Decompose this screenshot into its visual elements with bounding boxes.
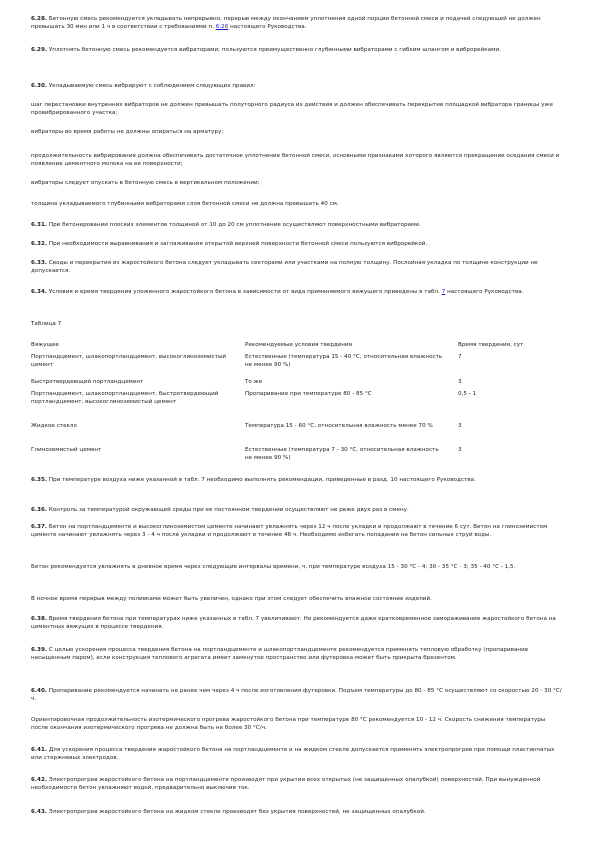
- list-item: толщина укладываемого глубинными вибраторами слоя бетонной смеси не должна превышать 40 см.: [31, 201, 339, 207]
- list-item: вибраторы следует опускать в бетонную смесь в вертикальном положении;: [31, 180, 260, 186]
- paragraph-6-34: 6.34. Условия и время твердения уложенного жаростойкого бетона в зависимости от вида применяемого вяжущего приведены в табл. 7 настоящего Руководства.: [31, 289, 524, 295]
- paragraph-6-37: 6.37. Бетон на портландцементе и высокоглиноземистом цементе начинают увлажнять через 12 ч после укладки и продолжают в течение 6 сут. Бетон на глиноземистом цементе начинают увлажнять через 3 - 4 ч после укладки и продолжают в течение 48 ч. Необходимо избегать попадания на бетон сильных струй воды.: [31, 524, 548, 539]
- clause-number: 6.43.: [31, 809, 48, 815]
- table-header-cell: Вяжущее: [31, 342, 59, 348]
- table-cell: Быстротвердеющий портландцемент: [31, 379, 144, 385]
- paragraph-6-29: 6.29. Уплотнять бетонную смесь рекомендуется вибраторами; пользуются преимущественно глубинными вибраторами с гибким шлангом и виброрейками.: [31, 47, 501, 53]
- paragraph-text: В ночное время перерыв между поливками может быть увеличен, однако при этом следует обеспечить влажное состояние изделий.: [31, 596, 432, 602]
- table-cell: Естественные (температура 7 - 30 °С, относительная влажность не менее 90 %): [245, 447, 439, 462]
- paragraph-6-38: 6.38. Время твердения бетона при температурах ниже указанных в табл. 7 увеличивают. Не рекомендуется даже кратковременное замораживание жаростойкого бетона на цементных вяжущих в процессе твердения.: [31, 616, 556, 631]
- table-caption: Таблица 7: [31, 321, 62, 327]
- paragraph-text: Ориентировочная продолжительность изотермического прогрева жаростойкого бетона при температуре 80 °С рекомендуется 10 - 12 ч. Скорость снижения температуры после окончания изотермического прогрева не должна быть не более 30 °С/ч.: [31, 717, 546, 732]
- paragraph-6-43: 6.43. Электропрогрев жаростойкого бетона на жидком стекле производят без укрытия поверхностей, не защищенных опалубкой.: [31, 809, 426, 815]
- paragraph-text: Бетон рекомендуется увлажнять в дневное время через следующие интервалы времени, ч, при температуре воздуха 15 - 30 °С - 4; 30 - 35 °С - 3; 35 - 40 °С - 1,5.: [31, 564, 516, 570]
- table-cell: Жидкое стекло: [31, 423, 77, 429]
- clause-number: 6.36.: [31, 507, 48, 513]
- table-cell: То же: [245, 379, 263, 385]
- clause-number: 6.32.: [31, 241, 48, 247]
- clause-number: 6.29.: [31, 47, 48, 53]
- clause-number: 6.42.: [31, 777, 48, 783]
- link-table-7[interactable]: 7: [441, 289, 446, 295]
- paragraph-6-33: 6.33. Своды и перекрытия из жаростойкого бетона следует укладывать секторами или участками на полную толщину. Послойная укладка по толщине конструкции не допускается.: [31, 260, 538, 275]
- list-item: вибраторы во время работы не должны опираться на арматуру;: [31, 129, 224, 135]
- clause-number: 6.28.: [31, 16, 48, 22]
- table-cell: Портландцемент, шлакопортландцемент, высокоглиноземистый цемент: [31, 354, 227, 369]
- paragraph-6-28: 6.28. Бетонную смесь рекомендуется укладывать непрерывно, перерыв между окончанием уплотнения одной порции бетонной смеси и подачей следующей не должен превышать 30 мин или 1 ч в соответствии с требованиями п. 6.26 настоящего Руководства.: [31, 16, 541, 31]
- table-cell: Портландцемент, шлакопортландцемент, быстротвердеющий портландцемент, высокоглиноземистый цемент: [31, 391, 219, 406]
- clause-number: 6.40.: [31, 688, 48, 694]
- clause-number: 6.30.: [31, 83, 48, 89]
- paragraph-6-42: 6.42. Электропрогрев жаростойкого бетона на портландцементе производят при укрытии всех открытых (не защищенных опалубкой) поверхностей. При вынужденной необходимости бетон увлажняют водой, предварительно выключив ток.: [31, 777, 541, 792]
- link-6-26[interactable]: 6.26: [215, 24, 229, 31]
- paragraph-6-40: 6.40. Пропаривание рекомендуется начинать не ранее чем через 4 ч после изготовления футеровки. Подъем температуры до 80 - 85 °С осуществляют со скоростью 20 - 30 °С/ч.: [31, 688, 562, 703]
- paragraph-6-41: 6.41. Для ускорения процесса твердения жаростойкого бетона на портландцементе и на жидком стекле допускается применять электропрогрев при помощи пластинчатых или стержневых электродов.: [31, 747, 555, 762]
- table-cell: 3: [458, 447, 462, 453]
- table-header-cell: Рекомендуемые условия твердения: [245, 342, 353, 348]
- paragraph-6-39: 6.39. С целью ускорения процесса твердения бетона на портландцементе и шлакопортландцементе рекомендуется применять тепловую обработку (пропаривание насыщенным паром), если конструкция теплового агрегата имеет замкнутое пространство или футеровка может быть прикрыта брезентом.: [31, 647, 529, 662]
- table-cell: 0,5 - 1: [458, 391, 477, 397]
- list-item: шаг перестановки внутренних вибраторов не должен превышать полуторного радиуса их действия и должен обеспечивать перекрытие площадкой вибратора границы уже провибрированного участка;: [31, 102, 553, 117]
- clause-number: 6.39.: [31, 647, 48, 653]
- clause-number: 6.34.: [31, 289, 48, 295]
- paragraph-6-36: 6.36. Контроль за температурой окружающей среды при ее постоянном твердении осуществляют не реже двух раз в смену.: [31, 507, 409, 513]
- table-cell: Естественные (температура 15 - 40 °С, относительная влажность не менее 90 %): [245, 354, 443, 369]
- clause-number: 6.33.: [31, 260, 48, 266]
- clause-number: 6.35.: [31, 477, 48, 483]
- paragraph-6-35: 6.35. При температуре воздуха ниже указанной в табл. 7 необходимо выполнять рекомендации, приведенные в разд. 10 настоящего Руководства.: [31, 477, 476, 483]
- table-cell: Пропаривание при температуре 80 - 85 °С: [245, 391, 372, 397]
- table-cell: 7: [458, 354, 462, 360]
- clause-number: 6.31.: [31, 222, 48, 228]
- table-cell: Глиноземистый цемент: [31, 447, 102, 453]
- paragraph-6-31: 6.31. При бетонировании плоских элементов толщиной от 10 до 20 см уплотнение осуществляют поверхностными вибраторами.: [31, 222, 421, 228]
- table-cell: 3: [458, 379, 462, 385]
- table-header-cell: Время твердения, сут: [458, 342, 524, 348]
- clause-number: 6.41.: [31, 747, 48, 753]
- clause-number: 6.37.: [31, 524, 48, 530]
- paragraph-6-32: 6.32. При необходимости выравнивания и заглаживания открытой верхней поверхности бетонной смеси пользуются виброрейкой.: [31, 241, 428, 247]
- table-cell: Температура 15 - 60 °С, относительная влажность менее 70 %: [245, 423, 433, 429]
- table-cell: 3: [458, 423, 462, 429]
- paragraph-6-30: 6.30. Укладываемую смесь вибрируют с соблюдением следующих правил:: [31, 83, 256, 89]
- clause-number: 6.38.: [31, 616, 48, 622]
- list-item: продолжительность вибрирования должна обеспечивать достаточное уплотнение бетонной смеси, основными признаками которого являются прекращение оседания смеси и появление цементного молока на ее поверхности;: [31, 153, 560, 168]
